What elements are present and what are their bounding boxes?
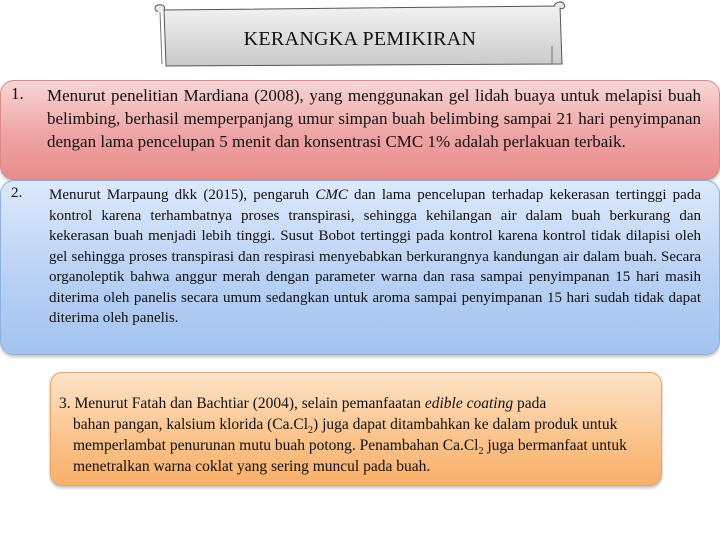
framework-item-1 (0, 80, 720, 180)
item-text: Menurut Marpaung dkk (2015), pengaruh CMC dan lama pencelupan terhadap kekerasan tertinggi pada kontrol karena terhambatnya proses transpirasi, sehingga kehilangan air dalam buah berkurang dan kekerasan buah menjadi lebih tinggi. Susut Bobot tertinggi pada kontrol karena kontrol tidak dilapisi oleh gel sehingga proses transpirasi dan respirasi menyebabkan berkurangnya kandungan air dalam buah. Secara organoleptik bahwa anggur merah dengan parameter warna dan rasa sampai penyimpanan 15 hari masih diterima oleh panelis secara umum sedangkan untuk aroma sampai penyimpanan 15 hari sudah tidak dapat diterima oleh panelis. (49, 187, 702, 326)
framework-item-2 (0, 180, 720, 355)
item-text: 3. Menurut Fatah dan Bachtiar (2004), selain pemanfaatan edible coating pada bahan pangan, kalsium klorida $(Ca.Cl_2)$ juga dapat ditambahkan ke dalam produk untuk memperlambat penurunan mutu buah potong. Penambahan $Ca.Cl_2$ juga bermanfaat untuk menetralkan warna coklat yang sering muncul pada buah. (59, 393, 647, 477)
item-number: 2. (11, 185, 23, 201)
item-text: Menurut penelitian Mardiana (2008), yang menggunakan gel lidah buaya untuk melapisi buah belimbing, berhasil memperpanjang umur simpan buah belimbing sampai 21 hari penyimpanan dengan lama pencelupan 5 menit dan konsentrasi CMC 1% adalah perlakuan terbaik. (47, 86, 701, 151)
item-text-continuation: bahan pangan, kalsium klorida $(Ca.Cl_2)$ juga dapat ditambahkan ke dalam produk untuk memperlambat penurunan mutu buah potong. Penambahan $Ca.Cl_2$ juga bermanfaat untuk menetralkan warna coklat yang sering muncul pada buah. (73, 415, 627, 475)
item-number: 1. (11, 84, 24, 103)
page-title: KERANGKA PEMIKIRAN (243, 28, 477, 50)
emphasis: CMC (315, 187, 348, 203)
scroll-banner (150, 0, 570, 72)
framework-item-3 (50, 372, 662, 486)
emphasis: edible coating (424, 394, 514, 412)
